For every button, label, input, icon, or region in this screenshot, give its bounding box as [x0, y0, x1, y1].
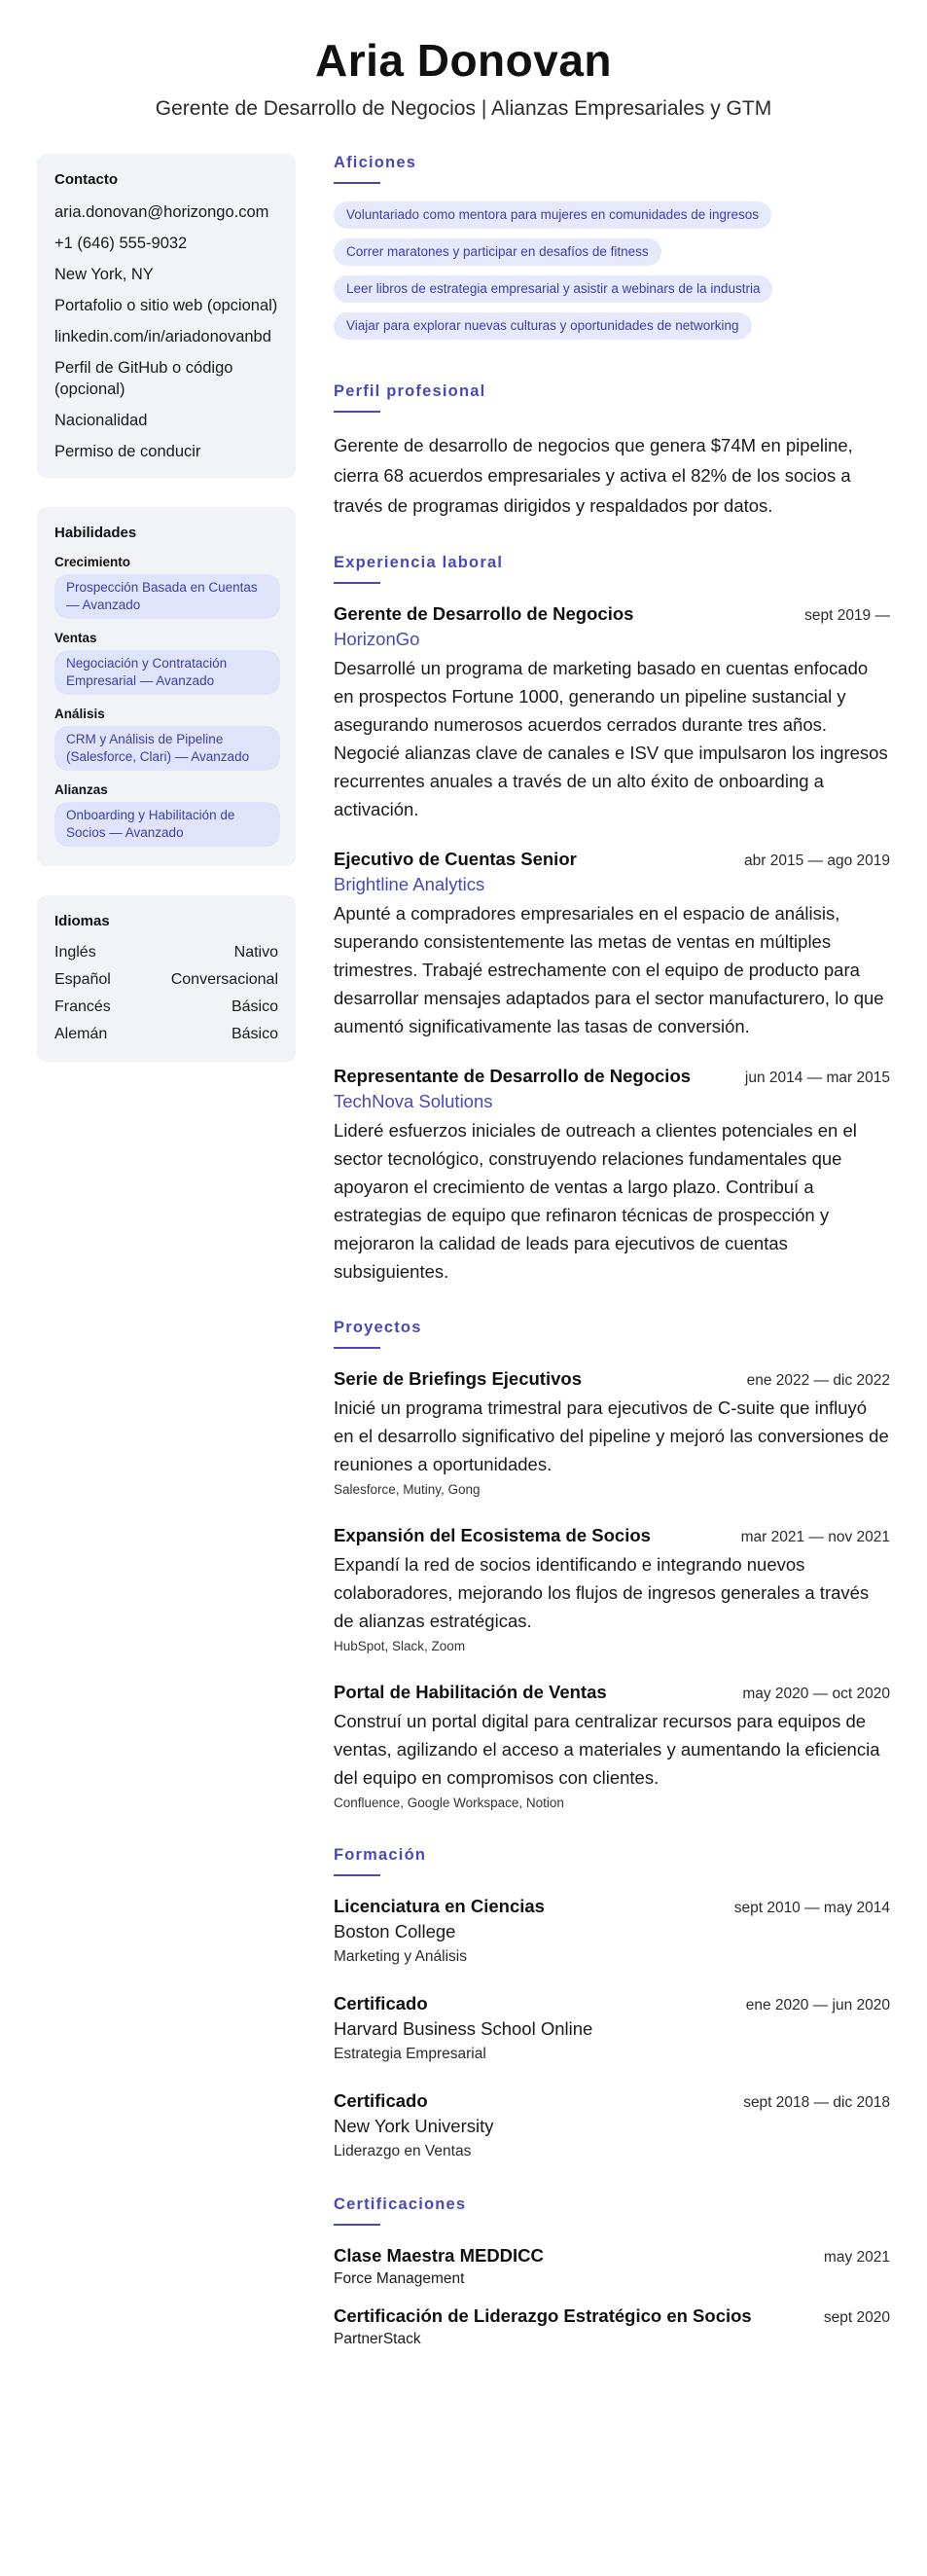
skill-group — [54, 707, 278, 771]
contact-nationality: Nacionalidad — [54, 412, 148, 429]
skill-pill: CRM y Análisis de Pipeline (Salesforce, Clari) — Avanzado — [54, 726, 280, 771]
profile-section — [334, 382, 890, 521]
section-divider — [334, 582, 380, 584]
skill-pill: Negociación y Contratación Empresarial — Avanzado — [54, 650, 280, 695]
language-name: Francés — [54, 998, 111, 1015]
candidate-headline: Gerente de Desarrollo de Negocios | Alianzas Empresariales y GTM — [155, 97, 772, 120]
study-field: Liderazgo en Ventas — [334, 2143, 472, 2159]
skill-group — [54, 555, 278, 619]
job-description: Desarrollé un programa de marketing basado en cuentas enfocado en prospectos Fortune 1000, generando un pipeline sustancial y asegurando numerosos acuerdos cerrados durante tres años. Negocié alianzas clave de canales e ISV que impulsaron los ingresos recurrentes anuales a través de un alto éxito de onboarding a activación. — [334, 658, 888, 819]
education-entry — [334, 1894, 890, 1968]
contact-location: New York, NY — [54, 266, 154, 283]
degree-name: Certificado — [334, 1993, 428, 2014]
experience-entry — [334, 847, 890, 1040]
contact-card — [37, 154, 296, 478]
job-dates: abr 2015 — ago 2019 — [744, 853, 890, 869]
project-name: Portal de Habilitación de Ventas — [334, 1682, 607, 1702]
skill-pill: Onboarding y Habilitación de Socios — Avanzado — [54, 802, 280, 847]
contact-driving-license: Permiso de conducir — [54, 443, 201, 460]
skill-pill: Prospección Basada en Cuentas — Avanzado — [54, 574, 280, 619]
job-dates: jun 2014 — mar 2015 — [744, 1070, 890, 1086]
language-name: Inglés — [54, 944, 96, 961]
section-title: Proyectos — [334, 1319, 422, 1336]
certification-entry — [334, 2243, 890, 2290]
skill-category: Análisis — [54, 707, 105, 721]
languages-card — [37, 895, 296, 1062]
candidate-name: Aria Donovan — [314, 35, 613, 86]
projects-section — [334, 1319, 890, 1813]
certifications-section — [334, 2195, 890, 2350]
language-name: Español — [54, 971, 111, 988]
certification-entry — [334, 2304, 890, 2350]
language-row — [54, 1025, 278, 1044]
section-title: Formación — [334, 1846, 427, 1864]
language-level: Básico — [231, 998, 278, 1015]
degree-name: Certificado — [334, 2090, 428, 2111]
school-name: Harvard Business School Online — [334, 2018, 593, 2039]
skills-card — [37, 507, 296, 866]
skills-title: Habilidades — [54, 525, 137, 541]
company-name: Brightline Analytics — [334, 874, 485, 894]
education-dates: sept 2018 — dic 2018 — [743, 2094, 890, 2111]
project-tech: Confluence, Google Workspace, Notion — [334, 1796, 564, 1810]
project-tech: Salesforce, Mutiny, Gong — [334, 1482, 481, 1497]
language-name: Alemán — [54, 1026, 108, 1042]
job-dates: sept 2019 — — [804, 607, 890, 624]
section-title: Aficiones — [334, 154, 417, 171]
section-title: Certificaciones — [334, 2195, 467, 2213]
job-description: Apunté a compradores empresariales en el espacio de análisis, superando consistentemente las metas de ventas en múltiples trimestres. Trabajé estrechamente con el equipo de producto para desarrollar mensajes adaptados para el sector manufacturero, lo que aumentó significativamente las tasas de conversión. — [334, 903, 884, 1036]
job-description: Lideré esfuerzos iniciales de outreach a clientes potenciales en el sector tecnológico, construyendo relaciones fundamentales que apoyaron el crecimiento de ventas a largo plazo. Contribuí a estrategias de equipo que refinaron técnicas de prospección y mejoraron la calidad de leads para ejecutivos de cuentas subsiguientes. — [334, 1120, 857, 1282]
project-tech: HubSpot, Slack, Zoom — [334, 1639, 466, 1653]
section-divider — [334, 1347, 380, 1349]
section-divider — [334, 411, 380, 413]
school-name: New York University — [334, 2116, 494, 2136]
language-row — [54, 998, 278, 1017]
main-column — [334, 154, 890, 2383]
sidebar — [37, 154, 296, 1091]
section-divider — [334, 2224, 380, 2226]
language-level: Básico — [231, 1026, 278, 1042]
contact-linkedin[interactable]: linkedin.com/in/ariadonovanbd — [54, 328, 271, 345]
company-name: TechNova Solutions — [334, 1091, 493, 1111]
language-row — [54, 943, 278, 962]
education-section — [334, 1846, 890, 2162]
study-field: Marketing y Análisis — [334, 1948, 467, 1965]
project-name: Expansión del Ecosistema de Socios — [334, 1525, 651, 1545]
experience-entry — [334, 601, 890, 823]
certification-date: may 2021 — [823, 2249, 890, 2266]
languages-title: Idiomas — [54, 913, 110, 929]
skill-group — [54, 782, 278, 847]
project-description: Expandí la red de socios identificando e integrando nuevos colaboradores, mejorando los flujos de ingresos generales a través de alianzas estratégicas. — [334, 1554, 870, 1631]
certification-issuer: PartnerStack — [334, 2331, 421, 2347]
skill-group — [54, 631, 278, 695]
section-divider — [334, 1874, 380, 1876]
degree-name: Licenciatura en Ciencias — [334, 1896, 545, 1916]
hobby-pill: Leer libros de estrategia empresarial y asistir a webinars de la industria — [334, 275, 772, 303]
skill-category: Ventas — [54, 631, 97, 645]
section-divider — [334, 182, 380, 184]
certification-date: sept 2020 — [823, 2309, 890, 2326]
project-dates: may 2020 — oct 2020 — [742, 1686, 890, 1702]
certification-issuer: Force Management — [334, 2270, 465, 2287]
hobby-pill: Correr maratones y participar en desafíos de fitness — [334, 238, 661, 266]
study-field: Estrategia Empresarial — [334, 2046, 486, 2062]
contact-github: Perfil de GitHub o código (opcional) — [54, 359, 233, 398]
contact-portfolio: Portafolio o sitio web (opcional) — [54, 297, 278, 314]
hobby-pill: Viajar para explorar nuevas culturas y oportunidades de networking — [334, 312, 752, 340]
contact-phone[interactable]: +1 (646) 555-9032 — [54, 235, 188, 252]
language-level: Conversacional — [170, 971, 278, 988]
section-title: Perfil profesional — [334, 382, 486, 400]
school-name: Boston College — [334, 1921, 456, 1941]
profile-summary: Gerente de desarrollo de negocios que genera $74M en pipeline, cierra 68 acuerdos empresariales y activa el 82% de los socios a través de programas dirigidos y respaldados por datos. — [334, 435, 853, 516]
certification-name: Certificación de Liderazgo Estratégico en Socios — [334, 2305, 752, 2326]
language-row — [54, 970, 278, 990]
certification-name: Clase Maestra MEDDICC — [334, 2245, 544, 2266]
project-entry — [334, 1680, 890, 1813]
job-title: Gerente de Desarrollo de Negocios — [334, 603, 634, 624]
section-title: Experiencia laboral — [334, 554, 504, 571]
hobbies-section — [334, 154, 890, 349]
project-description: Inicié un programa trimestral para ejecutivos de C-suite que influyó en el desarrollo significativo del pipeline y mejoró las conversiones de reuniones a oportunidades. — [334, 1397, 889, 1474]
education-entry — [334, 2088, 890, 2162]
education-dates: sept 2010 — may 2014 — [733, 1900, 890, 1916]
contact-email[interactable]: aria.donovan@horizongo.com — [54, 203, 269, 221]
contact-title: Contacto — [54, 171, 118, 188]
project-dates: ene 2022 — dic 2022 — [746, 1372, 890, 1389]
project-name: Serie de Briefings Ejecutivos — [334, 1368, 582, 1389]
job-title: Ejecutivo de Cuentas Senior — [334, 849, 577, 869]
project-entry — [334, 1366, 890, 1500]
skill-category: Crecimiento — [54, 555, 131, 569]
experience-section — [334, 554, 890, 1286]
resume-header — [0, 31, 927, 123]
experience-entry — [334, 1064, 890, 1286]
education-entry — [334, 1991, 890, 2065]
hobby-pill: Voluntariado como mentora para mujeres en comunidades de ingresos — [334, 201, 771, 229]
job-title: Representante de Desarrollo de Negocios — [334, 1066, 692, 1086]
project-entry — [334, 1523, 890, 1656]
skill-category: Alianzas — [54, 782, 108, 797]
education-dates: ene 2020 — jun 2020 — [745, 1997, 890, 2014]
project-description: Construí un portal digital para centralizar recursos para equipos de ventas, agilizando el acceso a materiales y aumentando la eficiencia del equipo en compromisos con clientes. — [334, 1711, 880, 1788]
language-level: Nativo — [233, 944, 278, 961]
project-dates: mar 2021 — nov 2021 — [740, 1529, 890, 1545]
company-name: HorizonGo — [334, 629, 420, 649]
